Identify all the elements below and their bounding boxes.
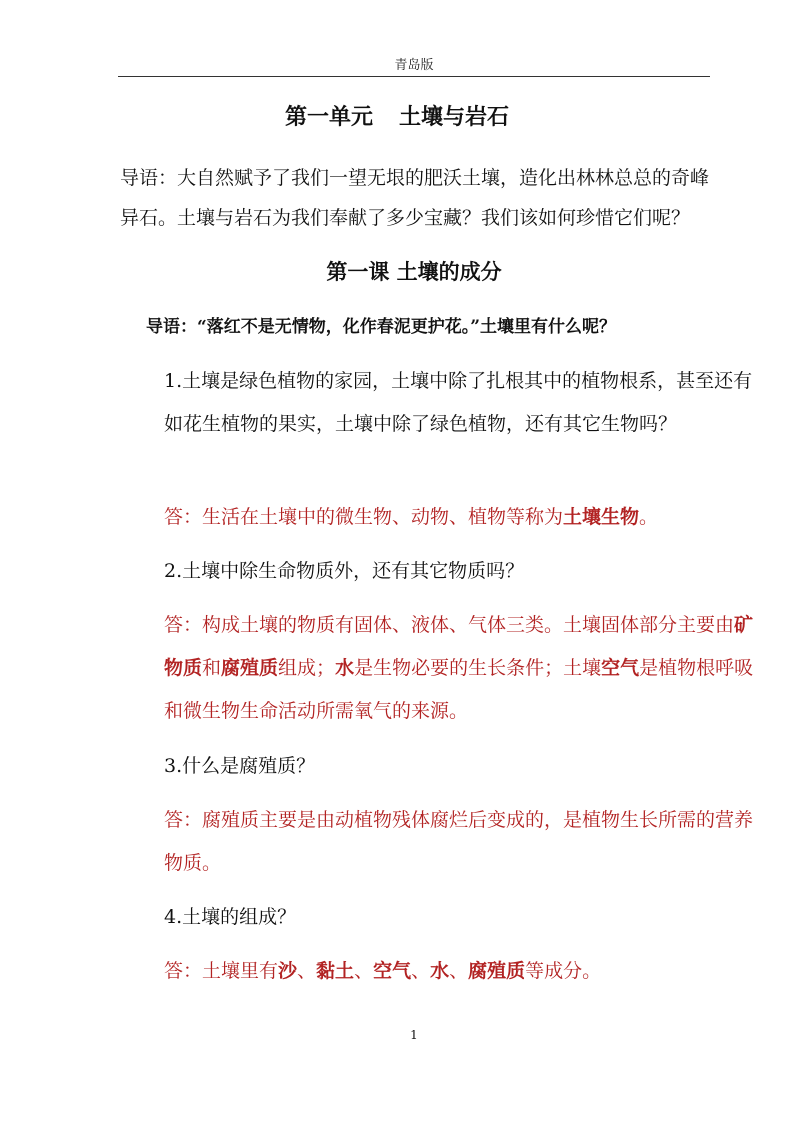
answer-2-term-humus: 腐殖质: [221, 657, 279, 679]
answer-1-end: 。: [639, 506, 659, 528]
answer-2-text-2: 和: [202, 657, 222, 679]
page-number: 1: [410, 1028, 418, 1042]
answer-2: [120, 604, 759, 733]
page-header: 青岛版: [394, 58, 434, 73]
answer-2-term-water: 水: [335, 657, 355, 679]
lesson-title: 第一课 土壤的成分: [326, 260, 502, 284]
unit-title-topic: 土壤与岩石: [399, 105, 510, 130]
answer-4: [120, 950, 759, 993]
answer-2-text-1: 答：构成土壤的物质有固体、液体、气体三类。土壤固体部分主要由: [164, 614, 735, 636]
answer-4-text-1: 答：土壤里有: [164, 960, 279, 982]
answer-4-term-water: 水: [430, 960, 450, 982]
answer-4-sep-3: 、: [411, 960, 431, 982]
answer-4-term-humus: 腐殖质: [468, 960, 526, 982]
answer-2-term-minerals: 矿物质: [164, 614, 754, 679]
answer-3: 答：腐殖质主要是由动植物残体腐烂后变成的，是植物生长所需的营养物质。: [164, 809, 754, 874]
header-rule: [118, 76, 710, 77]
answer-2-text-5: 是植物根呼吸和微生物生命活动所需氧气的来源。: [164, 657, 754, 722]
answer-4-term-air: 空气: [373, 960, 412, 982]
answer-2-term-air: 空气: [601, 657, 640, 679]
unit-title: [0, 100, 794, 131]
lesson-intro: 导语：“落红不是无情物，化作春泥更护花。”土壤里有什么呢？: [146, 317, 617, 337]
question-1: 1.土壤是绿色植物的家园，土壤中除了扎根其中的植物根系，甚至还有如花生植物的果实，土壤中除了绿色植物，还有其它生物吗？: [164, 370, 753, 435]
answer-1-text: 答：生活在土壤中的微生物、动物、植物等称为: [164, 506, 564, 528]
unit-intro: 导语：大自然赋予了我们一望无垠的肥沃土壤，造化出林林总总的奇峰异石。土壤与岩石为我们奉献了多少宝藏？我们该如何珍惜它们呢？: [120, 167, 710, 229]
question-4: 4.土壤的组成？: [164, 906, 297, 928]
answer-1-term: 土壤生物: [563, 506, 640, 528]
answer-4-term-clay: 黏土: [316, 960, 355, 982]
answer-1: [120, 496, 759, 539]
answer-4-term-sand: 沙: [278, 960, 298, 982]
answer-2-text-3: 组成；: [278, 657, 336, 679]
answer-4-sep-1: 、: [297, 960, 317, 982]
answer-2-text-4: 是生物必要的生长条件；土壤: [354, 657, 602, 679]
question-3: 3.什么是腐殖质？: [164, 755, 316, 777]
answer-4-sep-2: 、: [354, 960, 374, 982]
answer-4-sep-4: 、: [449, 960, 469, 982]
unit-title-number: 第一单元: [284, 105, 373, 130]
question-2: 2.土壤中除生命物质外，还有其它物质吗？: [164, 560, 525, 582]
answer-4-text-2: 等成分。: [525, 960, 602, 982]
